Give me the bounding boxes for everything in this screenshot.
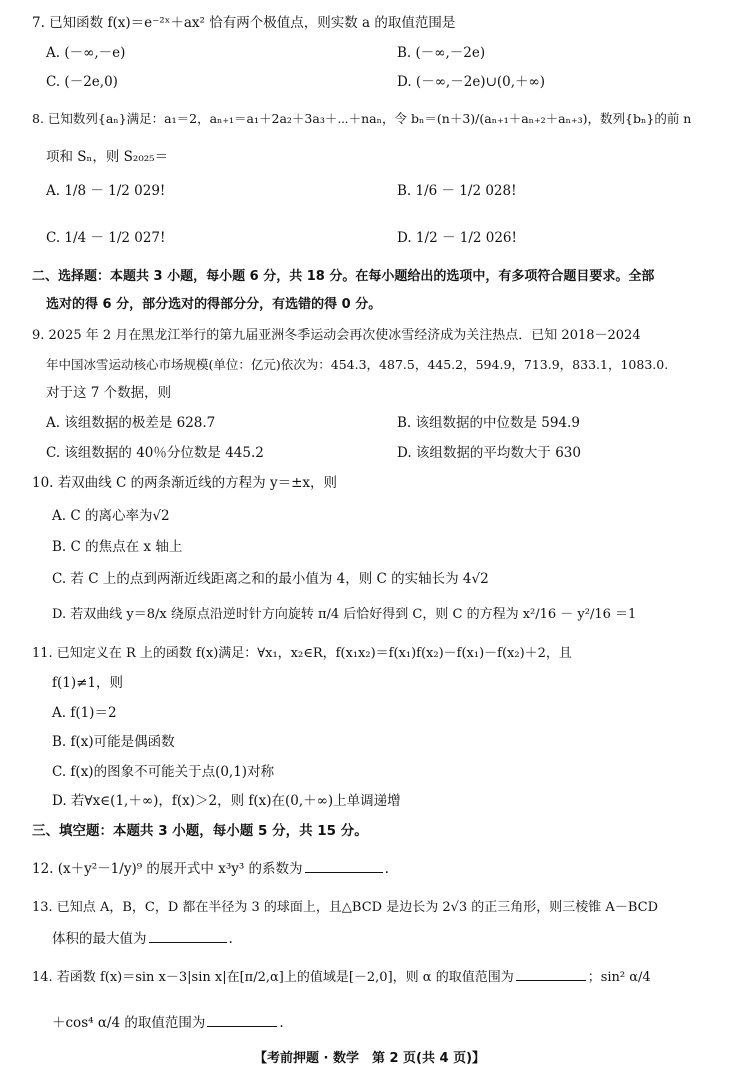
- q9-option-a: A. 该组数据的极差是 628.7: [46, 415, 216, 431]
- q7-option-d: D. (－∞,－2e)∪(0,＋∞): [397, 74, 546, 90]
- q14-answer-blank-1[interactable]: [516, 966, 586, 981]
- q10-option-c: C. 若 C 上的点到两渐近线距离之和的最小值为 4，则 C 的实轴长为 4√2: [52, 571, 489, 587]
- q9-option-d: D. 该组数据的平均数大于 630: [397, 445, 581, 461]
- section2-heading-line1: 二、选择题：本题共 3 小题，每小题 6 分，共 18 分。在每小题给出的选项中，有多项符合题目要求。全部: [32, 269, 655, 284]
- q10-stem: 10. 若双曲线 C 的两条渐近线的方程为 y＝±x，则: [32, 475, 338, 491]
- q14-text-2: ＋cos⁴ α/4 的取值范围为: [52, 1015, 206, 1031]
- q11-option-d: D. 若∀x∈(1,＋∞)，f(x)＞2，则 f(x)在(0,＋∞)上单调递增: [52, 793, 401, 809]
- q14-text-b: ；sin² α/4: [587, 970, 651, 985]
- q7-option-a: A. (－∞,－e): [46, 45, 126, 61]
- q13-stem-line1: 13. 已知点 A，B，C，D 都在半径为 3 的球面上，且△BCD 是边长为 2√3 的正三角形，则三棱锥 A－BCD: [32, 900, 658, 915]
- q10-option-a: A. C 的离心率为√2: [52, 508, 170, 524]
- q9-stem-line3: 对于这 7 个数据，则: [46, 385, 172, 401]
- q7-option-b: B. (－∞,－2e): [397, 45, 486, 61]
- q11-option-c: C. f(x)的图象不可能关于点(0,1)对称: [52, 764, 275, 780]
- q9-stem-line2: 年中国冰雪运动核心市场规模(单位：亿元)依次为：454.3，487.5，445.2，594.9，713.9，833.1，1083.0.: [46, 357, 669, 372]
- q13-stem-line2: [52, 928, 233, 948]
- q14-stem-line2: [52, 1012, 284, 1032]
- q14-answer-blank-2[interactable]: [207, 1012, 277, 1027]
- q11-option-a: A. f(1)＝2: [52, 705, 117, 721]
- q12-end: .: [384, 861, 389, 877]
- q13-text: 体积的最大值为: [52, 931, 147, 947]
- q9-option-c: C. 该组数据的 40％分位数是 445.2: [46, 445, 264, 461]
- q8-option-a: A. 1/8 － 1/2 029!: [46, 183, 166, 199]
- section2-heading-line2: 选对的得 6 分，部分选对的得部分分，有选错的得 0 分。: [46, 297, 382, 312]
- q8-option-b: B. 1/6 － 1/2 028!: [397, 183, 517, 199]
- q14-end: .: [279, 1015, 284, 1031]
- section3-heading: 三、填空题：本题共 3 小题，每小题 5 分，共 15 分。: [32, 823, 368, 839]
- q8-stem-line2: 项和 Sₙ，则 S₂₀₂₅＝: [46, 149, 169, 165]
- q12-stem: [32, 858, 389, 878]
- q13-end: .: [228, 931, 233, 947]
- q11-option-b: B. f(x)可能是偶函数: [52, 734, 175, 750]
- q8-option-c: C. 1/4 － 1/2 027!: [46, 230, 166, 246]
- page-footer: 【考前押题 · 数学 第 2 页(共 4 页)】: [253, 1051, 486, 1066]
- q14-stem-line1: [32, 966, 651, 987]
- q8-stem-line1: 8. 已知数列{aₙ}满足：a₁＝2，aₙ₊₁＝a₁＋2a₂＋3a₃＋⋯＋naₙ，令 bₙ＝(n＋3)/(aₙ₊₁＋aₙ₊₂＋aₙ₊₃)，数列{bₙ}的前 n: [32, 111, 692, 126]
- q7-stem: 7. 已知函数 f(x)＝e⁻²ˣ＋ax² 恰有两个极值点，则实数 a 的取值范围是: [32, 15, 456, 31]
- q11-stem-line1: 11. 已知定义在 R 上的函数 f(x)满足：∀x₁，x₂∈R，f(x₁x₂)＝f(x₁)f(x₂)－f(x₁)－f(x₂)＋2，且: [32, 646, 572, 661]
- q10-option-b: B. C 的焦点在 x 轴上: [52, 539, 183, 555]
- q12-text: 12. (x＋y²－1/y)⁹ 的展开式中 x³y³ 的系数为: [32, 861, 303, 877]
- q7-option-c: C. (－2e,0): [46, 74, 118, 90]
- q9-option-b: B. 该组数据的中位数是 594.9: [397, 415, 580, 431]
- q11-stem-line2: f(1)≠1，则: [52, 675, 124, 691]
- q8-option-d: D. 1/2 － 1/2 026!: [397, 230, 517, 246]
- q10-option-d: D. 若双曲线 y＝8/x 绕原点沿逆时针方向旋转 π/4 后恰好得到 C，则 C 的方程为 x²/16 － y²/16 ＝1: [52, 607, 637, 622]
- q14-text: 14. 若函数 f(x)＝sin x－3|sin x|在[π/2,α]上的值域是[－2,0]，则 α 的取值范围为: [32, 970, 514, 985]
- q12-answer-blank[interactable]: [305, 858, 383, 873]
- q13-answer-blank[interactable]: [149, 928, 227, 943]
- q9-stem-line1: 9. 2025 年 2 月在黑龙江举行的第九届亚洲冬季运动会再次使冰雪经济成为关注热点．已知 2018－2024: [32, 328, 641, 343]
